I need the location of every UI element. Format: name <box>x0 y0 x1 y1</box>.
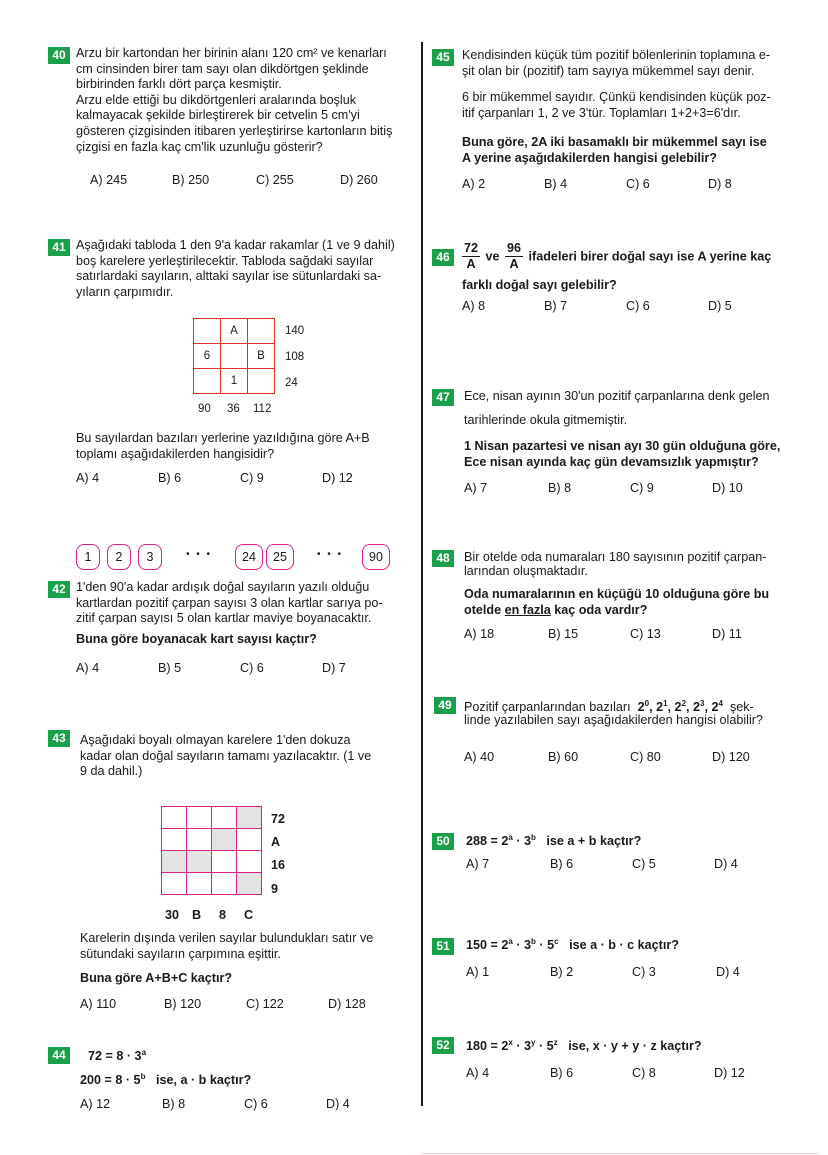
option-d[interactable]: D) 120 <box>712 750 750 764</box>
option-b[interactable]: B) 8 <box>162 1097 186 1111</box>
power: $2^2$, <box>674 699 690 715</box>
option-a[interactable]: A) 40 <box>464 750 495 764</box>
q43-grid <box>161 806 262 895</box>
option-b[interactable]: B) 2 <box>550 965 574 979</box>
grid-cell <box>187 807 212 829</box>
option-c[interactable]: C) 80 <box>630 750 661 764</box>
q49-line2: linde yazılabilen sayı aşağıdakilerden hangisi olabilir? <box>464 713 763 727</box>
q43-note <box>80 931 373 962</box>
q43-line: Aşağıdaki boyalı olmayan karelere 1'den dokuza <box>80 733 351 747</box>
col-product: C <box>244 908 254 922</box>
option-a[interactable]: A) 245 <box>90 173 128 187</box>
equation-text: · 3 <box>512 938 532 953</box>
number-card: 1 <box>76 544 100 570</box>
grid-cell: A <box>221 319 248 344</box>
conjunction: ve <box>485 249 500 264</box>
question-number-badge: 47 <box>432 389 454 406</box>
option-a[interactable]: A) 4 <box>466 1066 490 1080</box>
q48-line: larından oluşmaktadır. <box>464 564 588 578</box>
question-number-badge: 52 <box>432 1037 454 1054</box>
exponent: c <box>554 937 559 946</box>
option-d[interactable]: D) 7 <box>322 661 346 675</box>
exponent: 3 <box>700 699 705 708</box>
grid-cell <box>187 851 212 873</box>
q43-line: kadar olan doğal sayıların tamamı yazılacaktır. (1 ve <box>80 748 372 763</box>
equation-text: · 3 <box>512 1039 532 1054</box>
q41-line: toplamı aşağıdakilerden hangisidir? <box>76 446 275 461</box>
q40-line: Arzu elde ettiği bu dikdörtgenleri aralarında boşluk <box>76 92 357 107</box>
question-tail: ifadeleri birer doğal sayı ise A yerine kaç <box>528 249 772 264</box>
q41-line: satırlardaki sayıların, alttaki sayılar ise sütunlardaki sa- <box>76 269 382 284</box>
number-card: 25 <box>266 544 294 570</box>
grid-cell <box>162 829 187 851</box>
question-tail: ise, x · y + y · z kaçtır? <box>568 1039 702 1054</box>
q47-line: Ece, nisan ayının 30'un pozitif çarpanlarına denk gelen <box>464 389 770 403</box>
exponent: 1 <box>663 699 668 708</box>
option-b[interactable]: B) 6 <box>550 1066 574 1080</box>
text-span: kaç oda vardır? <box>550 602 648 617</box>
q45-text <box>462 48 770 79</box>
option-a[interactable]: A) 4 <box>76 661 100 675</box>
grid-cell: 1 <box>221 369 248 394</box>
q45-text <box>462 90 771 121</box>
row-product: 72 <box>271 812 286 826</box>
q40-line: gösteren çizgisinden itibaren yerleştirirse kartonların bitiş <box>76 123 393 138</box>
option-c[interactable]: C) 13 <box>630 627 661 641</box>
q41-line: Bu sayılardan bazıları yerlerine yazıldığına göre A+B <box>76 431 370 445</box>
q43-line: Karelerin dışında verilen sayılar bulundukları satır ve <box>80 931 374 945</box>
q48-line: Oda numaralarının en küçüğü 10 olduğuna göre bu <box>464 587 770 601</box>
row-product: 9 <box>271 882 279 896</box>
text-span: otelde <box>464 602 505 617</box>
ellipsis: • • • <box>186 549 213 560</box>
q41-line: Aşağıdaki tabloda 1 den 9'a kadar rakamlar (1 ve 9 dahil) <box>76 238 395 252</box>
question-number-badge: 41 <box>48 239 70 256</box>
exponent: a <box>141 1048 147 1057</box>
option-b[interactable]: B) 5 <box>158 661 182 675</box>
equation-text: · 5 <box>535 1039 554 1054</box>
option-b[interactable]: B) 60 <box>548 750 579 764</box>
number-card: 90 <box>362 544 390 570</box>
q42-line: 1'den 90'a kadar ardışık doğal sayıların yazılı olduğu <box>76 580 370 594</box>
grid-cell <box>194 369 221 394</box>
option-c[interactable]: C) 9 <box>630 481 654 495</box>
option-a[interactable]: A) 18 <box>464 627 495 641</box>
q41-question <box>76 431 370 462</box>
option-c[interactable]: C) 255 <box>256 173 294 187</box>
option-a[interactable]: A) 7 <box>466 857 490 871</box>
fraction <box>505 241 523 272</box>
exponent: z <box>553 1038 558 1047</box>
row-product: 140 <box>285 325 305 337</box>
q45-line: 6 bir mükemmel sayıdır. Çünkü kendisinden küçük poz- <box>462 90 771 104</box>
option-a[interactable]: A) 110 <box>80 997 117 1011</box>
q45-question <box>462 135 767 166</box>
option-c[interactable]: C) 6 <box>240 661 264 675</box>
q45-line: Buna göre, 2A iki basamaklı bir mükemmel sayı ise <box>462 135 767 149</box>
grid-cell <box>212 873 237 895</box>
grid-cell <box>187 829 212 851</box>
ellipsis: • • • <box>317 549 344 560</box>
grid-cell <box>237 807 262 829</box>
grid-cell <box>237 873 262 895</box>
col-product: 90 <box>198 403 211 415</box>
q41-text <box>76 238 395 300</box>
number-card: 2 <box>107 544 131 570</box>
grid-cell: 6 <box>194 344 221 369</box>
question-number-badge: 51 <box>432 938 454 955</box>
option-c[interactable]: C) 6 <box>244 1097 268 1111</box>
q42-line: kartlardan pozitif çarpan sayısı 3 olan kartlar sarıya po- <box>76 595 383 610</box>
q44-equation-1 <box>88 1048 146 1063</box>
q48-question <box>464 587 769 618</box>
option-d[interactable]: D) 4 <box>326 1097 350 1111</box>
option-a[interactable]: A) 2 <box>462 177 486 191</box>
grid-cell <box>212 851 237 873</box>
option-c[interactable]: C) 6 <box>626 177 650 191</box>
q40-line: Arzu bir kartondan her birinin alanı 120 cm² ve kenarları <box>76 46 387 60</box>
grid-cell <box>248 319 275 344</box>
option-d[interactable]: D) 260 <box>340 173 378 187</box>
column-divider <box>421 42 423 1106</box>
option-b[interactable]: B) 7 <box>544 299 568 313</box>
grid-cell <box>237 829 262 851</box>
equation-text: 150 = 2 <box>466 938 509 953</box>
equation-text: 180 = 2 <box>466 1039 509 1054</box>
q41-grid <box>193 318 275 394</box>
option-d[interactable]: D) 4 <box>714 857 738 871</box>
question-number-badge: 44 <box>48 1047 70 1064</box>
option-b[interactable]: B) 15 <box>548 627 579 641</box>
option-d[interactable]: D) 128 <box>328 997 366 1011</box>
option-b[interactable]: B) 250 <box>172 173 210 187</box>
q43-line: 9 da dahil.) <box>80 764 143 779</box>
option-b[interactable]: B) 120 <box>164 997 202 1011</box>
exponent: 0 <box>644 699 650 708</box>
question-number-badge: 46 <box>432 249 454 266</box>
option-b[interactable]: B) 8 <box>548 481 572 495</box>
option-c[interactable]: C) 8 <box>632 1066 656 1080</box>
row-product: 24 <box>285 377 298 389</box>
q52-equation <box>466 1038 702 1053</box>
option-c[interactable]: C) 122 <box>246 997 284 1011</box>
option-c[interactable]: C) 6 <box>626 299 650 313</box>
exponent: b <box>140 1072 146 1081</box>
exponent: x <box>508 1038 513 1047</box>
col-product: 112 <box>253 403 272 415</box>
q44-equation-2 <box>80 1072 251 1087</box>
option-a[interactable]: A) 8 <box>462 299 486 313</box>
q42-question: Buna göre boyanacak kart sayısı kaçtır? <box>76 632 317 646</box>
footer-line <box>420 1153 820 1154</box>
grid-cell <box>187 873 212 895</box>
q40-line: çizgisi en fazla kaç cm'lik uzunluğu gösterir? <box>76 139 323 154</box>
option-b[interactable]: B) 4 <box>544 177 568 191</box>
option-d[interactable]: D) 12 <box>714 1066 745 1080</box>
option-b[interactable]: B) 6 <box>550 857 574 871</box>
q45-line: şit olan bir (pozitif) tam sayıya mükemmel sayı denir. <box>462 63 755 78</box>
grid-cell: B <box>248 344 275 369</box>
power: $2^4$ <box>711 699 723 715</box>
text-span: şek- <box>729 700 754 715</box>
question-number-badge: 40 <box>48 47 70 64</box>
equation-text: · 5 <box>535 938 555 953</box>
question-number-badge: 50 <box>432 833 454 850</box>
option-d[interactable]: D) 10 <box>712 481 743 495</box>
equation-text: 200 = 8 · 5 <box>80 1073 141 1088</box>
question-number-badge: 49 <box>434 697 456 714</box>
exponent: 2 <box>681 699 687 708</box>
option-d[interactable]: D) 11 <box>712 627 742 641</box>
q40-line: kalmayacak şekilde birleştirerek bir cetvelin 5 cm'yi <box>76 108 360 123</box>
exponent: a <box>508 937 513 946</box>
number-card: 24 <box>235 544 263 570</box>
q48-text <box>464 550 766 578</box>
option-d[interactable]: D) 8 <box>708 177 732 191</box>
option-b[interactable]: B) 6 <box>158 471 182 485</box>
q47-text: tarihlerinde okula gitmemiştir. <box>464 413 628 427</box>
underlined-text: en fazla <box>504 602 551 617</box>
power: $2^1$, <box>656 699 672 715</box>
q40-text <box>76 46 392 155</box>
power: $2^3$, <box>693 699 708 715</box>
q45-line: itif çarpanları 1, 2 ve 3'tür. Toplamları 1+2+3=6'dır. <box>462 105 741 120</box>
option-d[interactable]: D) 12 <box>322 471 353 485</box>
row-product: 108 <box>285 351 305 363</box>
number-card: 3 <box>138 544 162 570</box>
question-tail: ise a · b · c kaçtır? <box>569 938 679 953</box>
exponent: y <box>531 1038 536 1047</box>
q47-text <box>464 389 770 405</box>
q41-line: yıların çarpımıdır. <box>76 284 174 299</box>
question-number-badge: 45 <box>432 49 454 66</box>
power: $2^0$, <box>637 699 653 715</box>
option-d[interactable]: D) 5 <box>708 299 732 313</box>
question-number-badge: 43 <box>48 730 70 747</box>
grid-cell <box>162 807 187 829</box>
q45-line: Kendisinden küçük tüm pozitif bölenlerinin toplamına e- <box>462 48 771 62</box>
q42-text <box>76 580 383 627</box>
option-a[interactable]: A) 12 <box>80 1097 111 1111</box>
option-d[interactable]: D) 4 <box>716 965 740 979</box>
q48-line: Bir otelde oda numaraları 180 sayısının pozitif çarpan- <box>464 550 767 564</box>
exponent: b <box>531 833 536 842</box>
q46-line1 <box>460 241 771 272</box>
equation-text: 288 = 2 <box>466 834 509 849</box>
q48-line <box>464 603 769 619</box>
question-number-badge: 48 <box>432 550 454 567</box>
option-a[interactable]: A) 4 <box>76 471 100 485</box>
option-a[interactable]: A) 7 <box>464 481 488 495</box>
grid-cell <box>162 851 187 873</box>
option-c[interactable]: C) 3 <box>632 965 656 979</box>
fraction <box>462 241 480 272</box>
equation-text: · 3 <box>512 834 532 849</box>
grid-cell <box>212 829 237 851</box>
question-tail: ise, a · b kaçtır? <box>155 1073 252 1088</box>
q47-question <box>464 439 780 470</box>
option-c[interactable]: C) 5 <box>632 857 656 871</box>
grid-cell <box>162 873 187 895</box>
q45-line: A yerine aşağıdakilerden hangisi gelebilir? <box>462 150 717 165</box>
row-product: A <box>271 835 281 849</box>
q43-text <box>80 733 371 780</box>
q46-line2: farklı doğal sayı gelebilir? <box>462 278 617 292</box>
grid-cell <box>237 851 262 873</box>
q43-line: sütundaki sayıların çarpımına eşittir. <box>80 946 281 961</box>
text-span: Pozitif çarpanlarından bazıları <box>464 700 631 715</box>
q43-question: Buna göre A+B+C kaçtır? <box>80 971 233 985</box>
col-product: 8 <box>219 908 227 922</box>
q51-equation <box>466 937 679 952</box>
numerator: 72 <box>464 241 479 255</box>
grid-cell <box>194 319 221 344</box>
denominator: A <box>466 257 476 271</box>
option-a[interactable]: A) 1 <box>466 965 490 979</box>
grid-cell <box>212 807 237 829</box>
equation-text: 72 = 8 · 3 <box>88 1049 142 1064</box>
question-tail: ise a + b kaçtır? <box>546 834 642 849</box>
q42-line: zitif çarpan sayısı 5 olan kartlar maviye boyanacaktır. <box>76 611 372 626</box>
exponent: a <box>508 833 513 842</box>
option-c[interactable]: C) 9 <box>240 471 264 485</box>
q40-line: birbirinden farklı dört parça kesmiştir. <box>76 77 282 92</box>
exponent: 4 <box>718 699 723 708</box>
row-product: 16 <box>271 858 286 872</box>
grid-cell <box>248 369 275 394</box>
col-product: B <box>192 908 202 922</box>
col-product: 36 <box>227 403 240 415</box>
exponent: b <box>531 937 536 946</box>
denominator: A <box>509 257 519 271</box>
col-product: 30 <box>165 908 180 922</box>
numerator: 96 <box>507 241 522 255</box>
q47-line: Ece nisan ayında kaç gün devamsızlık yapmıştır? <box>464 454 759 469</box>
q40-line: cm cinsinden birer tam sayı olan dikdörtgen şeklinde <box>76 61 369 76</box>
question-number-badge: 42 <box>48 581 70 598</box>
q47-line: 1 Nisan pazartesi ve nisan ayı 30 gün olduğuna göre, <box>464 439 781 453</box>
q41-line: boş karelere yerleştirilecektir. Tabloda sağdaki sayılar <box>76 253 374 268</box>
grid-cell <box>221 344 248 369</box>
q50-equation <box>466 833 641 848</box>
